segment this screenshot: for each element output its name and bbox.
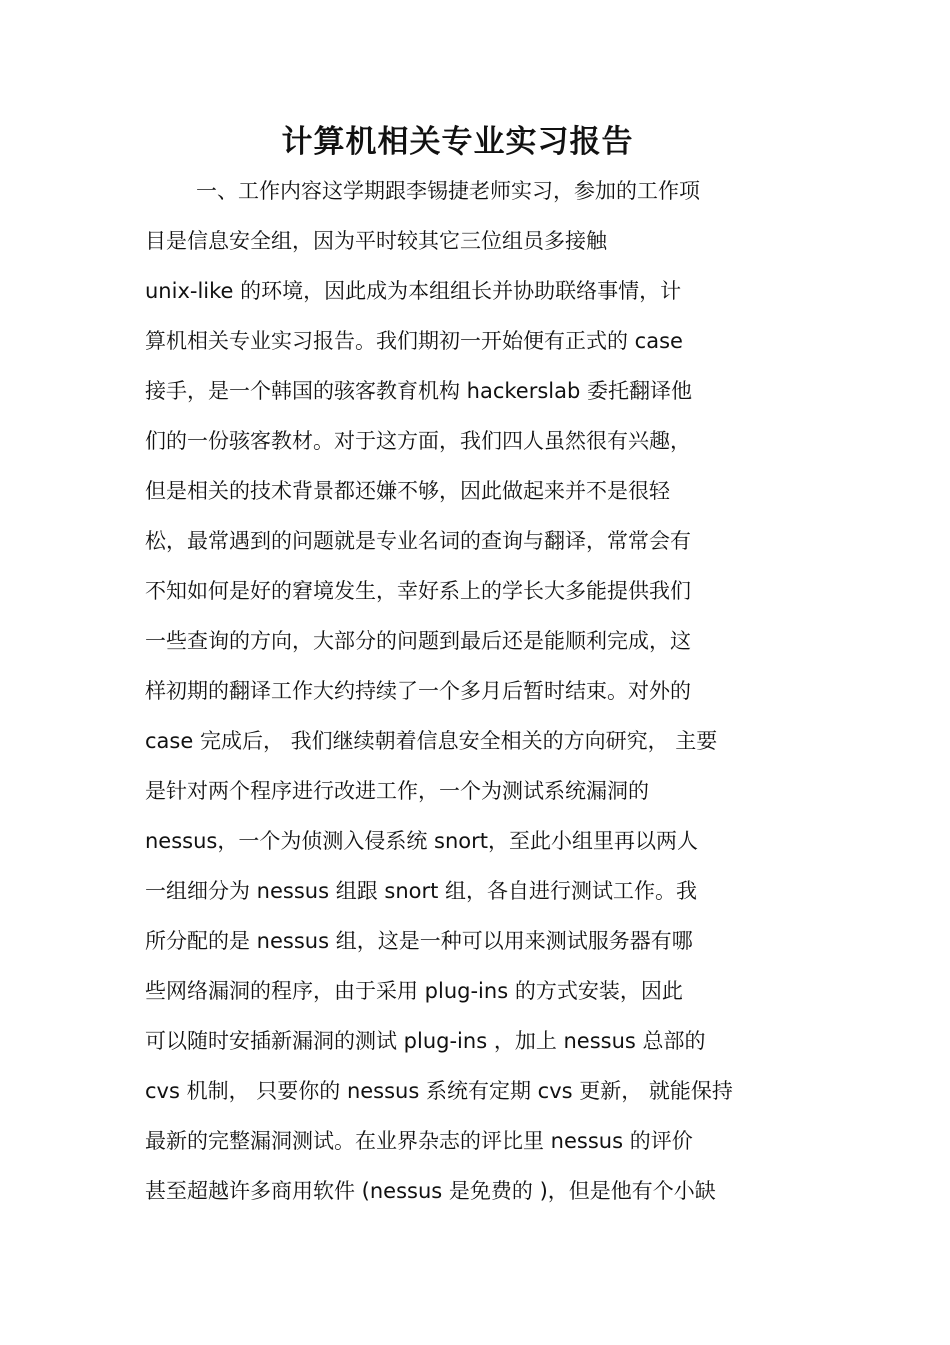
paragraph-line: 松，最常遇到的问题就是专业名词的查询与翻译，常常会有 bbox=[145, 529, 691, 553]
paragraph-line: 一些查询的方向，大部分的问题到最后还是能顺利完成，这 bbox=[145, 629, 691, 653]
paragraph-line: 但是相关的技术背景都还嫌不够，因此做起来并不是很轻 bbox=[145, 479, 670, 503]
paragraph-line: unix-like 的环境，因此成为本组组长并协助联络事情，计 bbox=[145, 279, 682, 303]
paragraph-line: 所分配的是 nessus 组，这是一种可以用来测试服务器有哪 bbox=[145, 929, 693, 953]
paragraph-line: 样初期的翻译工作大约持续了一个多月后暂时结束。对外的 bbox=[145, 679, 691, 703]
paragraph-line: nessus，一个为侦测入侵系统 snort，至此小组里再以两人 bbox=[145, 829, 699, 853]
paragraph-line: 最新的完整漏洞测试。在业界杂志的评比里 nessus 的评价 bbox=[145, 1129, 693, 1153]
paragraph-line: 接手，是一个韩国的骇客教育机构 hackerslab 委托翻译他 bbox=[145, 379, 693, 403]
paragraph-line: 不知如何是好的窘境发生，幸好系上的学长大多能提供我们 bbox=[145, 579, 691, 603]
paragraph-line: 一组细分为 nessus 组跟 snort 组，各自进行测试工作。我 bbox=[145, 879, 698, 903]
paragraph-line: 些网络漏洞的程序，由于采用 plug-ins 的方式安装，因此 bbox=[145, 979, 683, 1003]
paragraph-line: cvs 机制， 只要你的 nessus 系统有定期 cvs 更新， 就能保持 bbox=[145, 1079, 733, 1103]
paragraph-line: 甚至超越许多商用软件 (nessus 是免费的 )，但是他有个小缺 bbox=[145, 1179, 716, 1203]
paragraph-line: 是针对两个程序进行改进工作，一个为测试系统漏洞的 bbox=[145, 779, 649, 803]
paragraph-line: 目是信息安全组，因为平时较其它三位组员多接触 bbox=[145, 229, 607, 253]
paragraph-line: 们的一份骇客教材。对于这方面，我们四人虽然很有兴趣， bbox=[145, 429, 691, 453]
paragraph-line: case 完成后， 我们继续朝着信息安全相关的方向研究， 主要 bbox=[145, 729, 718, 753]
paragraph-line: 可以随时安插新漏洞的测试 plug-ins ，加上 nessus 总部的 bbox=[145, 1029, 706, 1053]
paragraph-line: 一、工作内容这学期跟李锡捷老师实习，参加的工作项 bbox=[196, 179, 700, 203]
page-title: 计算机相关专业实习报告 bbox=[281, 124, 634, 160]
paragraph-line: 算机相关专业实习报告。我们期初一开始便有正式的 case bbox=[145, 329, 683, 353]
